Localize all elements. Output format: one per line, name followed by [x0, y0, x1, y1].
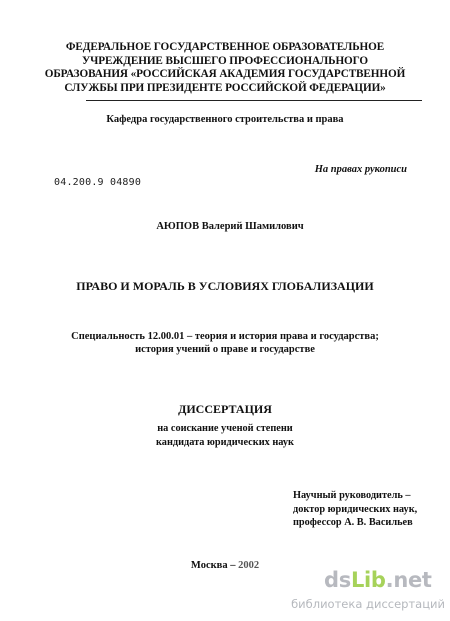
supervisor-line: Научный руководитель –	[293, 490, 411, 501]
dissertation-title: ПРАВО И МОРАЛЬ В УСЛОВИЯХ ГЛОБАЛИЗАЦИИ	[76, 279, 374, 293]
year: 2002	[238, 560, 260, 571]
header-line: УЧРЕЖДЕНИЕ ВЫСШЕГО ПРОФЕССИОНАЛЬНОГО	[81, 54, 368, 67]
author-name: АЮПОВ Валерий Шамилович	[156, 221, 304, 232]
header-divider	[86, 100, 422, 101]
degree-line: кандидата юридических наук	[156, 436, 294, 448]
watermark-subtitle: библиотека диссертаций	[291, 597, 445, 611]
degree-line: на соискание ученой степени	[157, 423, 293, 434]
department-name: Кафедра государственного строительства и права	[106, 114, 344, 125]
scientific-supervisor	[293, 489, 417, 530]
document-kind: ДИССЕРТАЦИЯ	[178, 402, 272, 416]
specialty	[0, 330, 450, 356]
specialty-line: Специальность 12.00.01 – теория и история права и государства;	[71, 331, 379, 342]
dslib-logo: dsLib.net	[324, 568, 432, 592]
dslib-watermark	[270, 568, 445, 618]
supervisor-line: профессор А. В. Васильев	[293, 517, 413, 528]
degree-sought	[0, 422, 450, 449]
supervisor-line: доктор юридических наук,	[293, 503, 418, 515]
header-line: СЛУЖБЫ ПРИ ПРЕЗИДЕНТЕ РОССИЙСКОЙ ФЕДЕРАЦИИ»	[64, 81, 386, 94]
rights-note: На правах рукописи	[314, 164, 407, 175]
specialty-line: история учений о праве и государстве	[135, 344, 315, 355]
header-line: ФЕДЕРАЛЬНОЕ ГОСУДАРСТВЕННОЕ ОБРАЗОВАТЕЛЬНОЕ	[65, 41, 385, 53]
registration-stamp: 04.200.9 04890	[54, 177, 142, 188]
institution-header	[0, 41, 450, 95]
header-line: ОБРАЗОВАНИЯ «РОССИЙСКАЯ АКАДЕМИЯ ГОСУДАРСТВЕННОЙ	[44, 68, 406, 80]
city: Москва –	[190, 560, 239, 571]
